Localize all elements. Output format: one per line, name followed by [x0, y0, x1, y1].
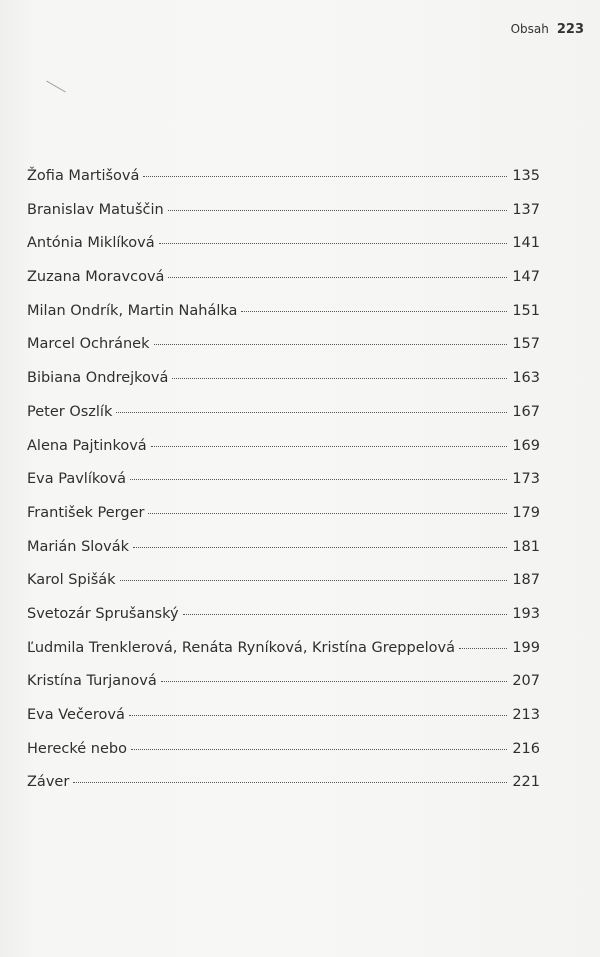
dot-leader — [183, 614, 508, 615]
toc-entry-page: 216 — [512, 740, 540, 757]
toc-entry[interactable] — [27, 336, 540, 370]
toc-entry-page: 213 — [512, 707, 540, 723]
toc-entry[interactable] — [27, 539, 540, 573]
toc-entry-name: František Perger — [27, 504, 145, 521]
toc-entry[interactable] — [27, 606, 540, 640]
toc-entry-page: 147 — [512, 269, 540, 286]
dot-leader — [131, 749, 507, 750]
dot-leader — [143, 176, 507, 177]
toc-entry[interactable] — [27, 741, 540, 775]
toc-entry-page: 157 — [512, 336, 540, 353]
toc-entry[interactable] — [27, 370, 540, 404]
toc-entry-name: Zuzana Moravcová — [27, 269, 165, 286]
toc-entry[interactable] — [27, 269, 540, 303]
toc-entry-page: 151 — [512, 302, 540, 319]
header-page-number: 223 — [556, 22, 584, 37]
toc-entry-page: 163 — [512, 370, 540, 387]
toc-entry-page: 187 — [512, 572, 540, 589]
dot-leader — [459, 648, 507, 649]
toc-entry-name: Marcel Ochránek — [27, 336, 150, 353]
toc-entry-page: 193 — [512, 605, 540, 622]
toc-entry-page: 137 — [512, 201, 540, 218]
toc-entry[interactable] — [27, 774, 540, 808]
toc-entry-page: 179 — [512, 504, 540, 521]
toc-entry[interactable] — [27, 640, 540, 674]
dot-leader — [120, 580, 508, 581]
toc-entry-page: 135 — [512, 168, 540, 184]
toc-entry[interactable] — [27, 235, 540, 269]
toc-entry-name: Ľudmila Trenklerová, Renáta Ryníková, Kristína Greppelová — [27, 639, 455, 656]
dot-leader — [148, 513, 507, 514]
toc-entry-name: Milan Ondrík, Martin Nahálka — [27, 302, 238, 319]
toc-entry-name: Eva Pavlíková — [27, 471, 127, 488]
toc-entry[interactable] — [27, 404, 540, 438]
toc-entry[interactable] — [27, 168, 540, 202]
header-section-title: Obsah — [510, 22, 549, 36]
toc-entry[interactable] — [27, 673, 540, 707]
toc-entry-page: 199 — [512, 639, 540, 656]
dot-leader — [161, 681, 508, 682]
toc-entry-name: Alena Pajtinková — [27, 437, 147, 454]
dot-leader — [129, 715, 507, 716]
dot-leader — [172, 378, 507, 379]
dot-leader — [159, 243, 508, 244]
toc-entry-name: Kristína Turjanová — [27, 673, 157, 690]
table-of-contents — [27, 168, 540, 808]
dot-leader — [241, 311, 507, 312]
toc-entry-page: 181 — [512, 538, 540, 555]
toc-entry-name: Marián Slovák — [27, 538, 130, 555]
toc-entry[interactable] — [27, 438, 540, 472]
toc-entry-page: 141 — [512, 235, 540, 252]
toc-entry-name: Peter Oszlík — [27, 403, 113, 420]
toc-entry[interactable] — [27, 303, 540, 337]
toc-entry[interactable] — [27, 572, 540, 606]
dot-leader — [151, 446, 508, 447]
toc-entry-name: Branislav Matuščin — [27, 201, 164, 218]
toc-entry-name: Žofia Martišová — [27, 168, 140, 184]
toc-entry-name: Záver — [27, 774, 70, 791]
dot-leader — [133, 547, 507, 548]
toc-entry[interactable] — [27, 202, 540, 236]
dot-leader — [154, 344, 508, 345]
pencil-mark — [46, 81, 66, 93]
dot-leader — [168, 277, 507, 278]
toc-entry-page: 169 — [512, 437, 540, 454]
toc-entry-page: 167 — [512, 403, 540, 420]
toc-entry-page: 221 — [512, 774, 540, 791]
toc-entry-name: Bibiana Ondrejková — [27, 370, 169, 387]
toc-entry-name: Antónia Miklíková — [27, 235, 155, 252]
toc-entry-name: Herecké nebo — [27, 740, 127, 757]
dot-leader — [116, 412, 507, 413]
toc-entry-page: 173 — [512, 471, 540, 488]
dot-leader — [130, 479, 507, 480]
running-header — [511, 22, 584, 37]
toc-entry-name: Eva Večerová — [27, 707, 125, 723]
dot-leader — [168, 210, 508, 211]
dot-leader — [73, 782, 507, 783]
toc-entry[interactable] — [27, 505, 540, 539]
toc-entry[interactable] — [27, 707, 540, 741]
toc-entry[interactable] — [27, 471, 540, 505]
toc-entry-name: Karol Spišák — [27, 572, 116, 589]
toc-entry-page: 207 — [512, 673, 540, 690]
toc-entry-name: Svetozár Sprušanský — [27, 605, 179, 622]
